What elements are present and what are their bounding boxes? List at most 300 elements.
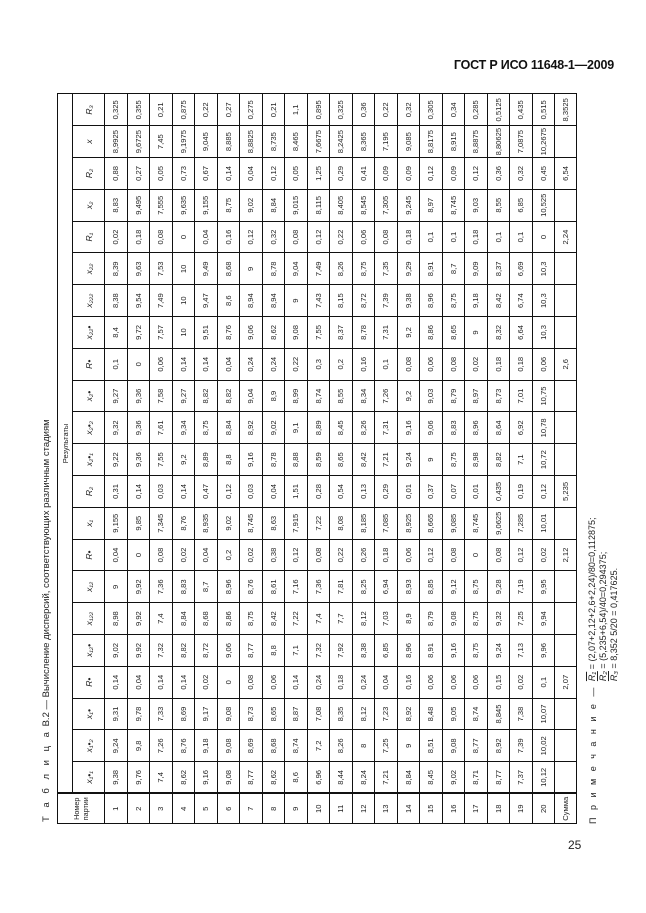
table-cell: 9,08 — [217, 730, 240, 762]
table-cell: 0,04 — [375, 666, 398, 698]
table-cell: 8,915 — [442, 126, 465, 158]
table-cell: 8,26 — [330, 730, 353, 762]
table-cell: 0,01 — [397, 476, 420, 508]
table-cell: 0,04 — [217, 348, 240, 380]
table-cell: 0,08 — [442, 348, 465, 380]
table-cell: 8,84 — [397, 762, 420, 794]
table-cell: 0,875 — [172, 94, 195, 126]
table-row — [487, 94, 510, 824]
table-cell: 8,55 — [330, 380, 353, 412]
table-cell: 8,9 — [262, 380, 285, 412]
table-cell: 0,32 — [262, 221, 285, 253]
table-cell: 6,54 — [555, 158, 577, 190]
table-cell: 6,92 — [510, 412, 533, 444]
table-cell — [555, 698, 577, 730]
table-cell: 9,22 — [105, 444, 128, 476]
table-cell: 8,74 — [307, 380, 330, 412]
table-cell: 0 — [532, 221, 555, 253]
table-cell: 9 — [240, 253, 263, 285]
table-cell: 8,84 — [217, 412, 240, 444]
table-cell: 0,14 — [127, 476, 150, 508]
table-cell: 0,285 — [465, 94, 488, 126]
table-cell: 9,18 — [195, 730, 218, 762]
table-cell: 8,97 — [465, 380, 488, 412]
table-cell: 0,06 — [397, 539, 420, 571]
table-cell: 9,54 — [127, 285, 150, 317]
table-cell: 8,32 — [487, 317, 510, 349]
table-cell: 8,845 — [487, 698, 510, 730]
table-cell: 8,89 — [195, 444, 218, 476]
table-cell: 0,27 — [217, 94, 240, 126]
row-number: 1 — [105, 794, 128, 824]
table-cell: 0,73 — [172, 158, 195, 190]
table-cell: 9,08 — [442, 730, 465, 762]
table-cell: 8,77 — [487, 762, 510, 794]
table-cell: 7,55 — [307, 317, 330, 349]
table-cell: 9,02 — [240, 189, 263, 221]
table-cell: 9,92 — [127, 603, 150, 635]
table-cell: 8,735 — [262, 126, 285, 158]
table-cell: 8,76 — [240, 571, 263, 603]
table-cell: 9,045 — [195, 126, 218, 158]
table-cell: 0,14 — [172, 476, 195, 508]
table-cell: 8,8825 — [240, 126, 263, 158]
table-cell: 0 — [217, 666, 240, 698]
table-cell: 8,99 — [285, 380, 308, 412]
table-cell: 8,75 — [217, 189, 240, 221]
table-cell: 0,34 — [442, 94, 465, 126]
table-cell: 0,04 — [195, 539, 218, 571]
table-cell: 8,545 — [352, 189, 375, 221]
table-cell: 0,06 — [262, 666, 285, 698]
column-header: x₂₂₂ — [73, 285, 105, 317]
table-cell: 7,38 — [510, 698, 533, 730]
table-cell: 0,14 — [172, 348, 195, 380]
column-header: x₂• — [73, 380, 105, 412]
table-cell: 9,72 — [127, 317, 150, 349]
table-cell: 10,75 — [532, 380, 555, 412]
table-cell: 8,745 — [442, 189, 465, 221]
table-cell: 0,02 — [532, 539, 555, 571]
table-cell: 7,1 — [285, 635, 308, 667]
table-cell: 7,33 — [150, 698, 173, 730]
table-cell: 9,28 — [487, 571, 510, 603]
table-cell: 8,92 — [487, 730, 510, 762]
column-header: R• — [73, 539, 105, 571]
table-cell — [555, 635, 577, 667]
r3-mean-symbol: R₃ — [609, 671, 619, 682]
table-cell: 8,77 — [240, 762, 263, 794]
table-cell: 8,75 — [465, 635, 488, 667]
table-cell: 0,03 — [240, 476, 263, 508]
table-cell: 9,63 — [127, 253, 150, 285]
table-row — [240, 94, 263, 824]
table-cell: 8,92 — [240, 412, 263, 444]
table-cell — [555, 412, 577, 444]
table-cell: 0,06 — [352, 221, 375, 253]
table-cell: 8,76 — [172, 507, 195, 539]
table-cell: 0,38 — [262, 539, 285, 571]
table-cell: 9,38 — [397, 285, 420, 317]
table-cell: 0,22 — [195, 94, 218, 126]
table-cell: 8,76 — [217, 317, 240, 349]
table-cell: 8,465 — [285, 126, 308, 158]
table-cell: 0,22 — [330, 539, 353, 571]
table-cell: 7,03 — [375, 603, 398, 635]
row-number: 9 — [285, 794, 308, 824]
row-number: 14 — [397, 794, 420, 824]
table-cell: 8,9925 — [105, 126, 128, 158]
table-cell: 8,86 — [217, 603, 240, 635]
table-cell: 9,085 — [442, 507, 465, 539]
table-cell: 7,2 — [307, 730, 330, 762]
table-cell: 9,085 — [397, 126, 420, 158]
table-cell: 8,77 — [240, 635, 263, 667]
table-cell: 9,8 — [127, 730, 150, 762]
table-cell: 9,08 — [217, 698, 240, 730]
table-cell: 0,36 — [487, 158, 510, 190]
table-cell: 8,75 — [442, 444, 465, 476]
row-number: 3 — [150, 794, 173, 824]
table-cell: 9,015 — [285, 189, 308, 221]
table-cell: 9,16 — [240, 444, 263, 476]
table-cell: 8,61 — [262, 571, 285, 603]
table-cell: 8,885 — [217, 126, 240, 158]
table-cell: 9,96 — [532, 635, 555, 667]
table-cell: 9,2 — [397, 380, 420, 412]
table-cell: 8,82 — [172, 635, 195, 667]
table-cell: 8,2425 — [330, 126, 353, 158]
table-cell: 0,355 — [127, 94, 150, 126]
table-cell: 8,76 — [172, 730, 195, 762]
table-cell: 8,65 — [330, 444, 353, 476]
table-cell: 0,02 — [240, 539, 263, 571]
table-cell: 0,325 — [330, 94, 353, 126]
table-cell: 0,04 — [195, 221, 218, 253]
table-cell: 0,02 — [105, 221, 128, 253]
table-cell: 2,24 — [555, 221, 577, 253]
table-cell: 8,35 — [330, 698, 353, 730]
table-row — [195, 94, 218, 824]
table-cell: 8,45 — [420, 762, 443, 794]
table-cell: 7,58 — [150, 380, 173, 412]
table-cell: 9,0625 — [487, 507, 510, 539]
table-cell: 0,16 — [352, 348, 375, 380]
table-cell: 0,14 — [217, 158, 240, 190]
table-cell: 8,96 — [465, 412, 488, 444]
table-cell: 0,26 — [352, 539, 375, 571]
row-number: 7 — [240, 794, 263, 824]
row-number: 12 — [352, 794, 375, 824]
table-cell: 0,435 — [487, 476, 510, 508]
table-cell: 9,18 — [465, 285, 488, 317]
table-cell: 9 — [397, 730, 420, 762]
table-cell: 8,745 — [240, 507, 263, 539]
table-cell: 8,96 — [420, 285, 443, 317]
table-cell: 8,92 — [397, 698, 420, 730]
column-header: x₂₂• — [73, 317, 105, 349]
table-cell: 9,2 — [172, 444, 195, 476]
table-cell: 8,83 — [105, 189, 128, 221]
table-cell: 0,09 — [397, 158, 420, 190]
table-cell: 0,1 — [375, 348, 398, 380]
r3-equation: = 8,352 5/20 = 0,417625. — [609, 567, 619, 672]
table-cell: 8,4 — [105, 317, 128, 349]
table-cell: 0,08 — [487, 539, 510, 571]
table-cell: 0,18 — [375, 539, 398, 571]
table-cell: 0,37 — [420, 476, 443, 508]
table-cell: 7,31 — [375, 412, 398, 444]
table-cell: 7,6675 — [307, 126, 330, 158]
table-cell: 9 — [420, 444, 443, 476]
table-cell: 6,94 — [375, 571, 398, 603]
table-cell: 8,38 — [352, 635, 375, 667]
column-header: x₂•₂ — [73, 412, 105, 444]
table-cell: 8,24 — [352, 762, 375, 794]
table-cell: 0,08 — [307, 539, 330, 571]
table-cell: 9,05 — [442, 698, 465, 730]
table-cell: 0,15 — [487, 666, 510, 698]
table-cell: 8,55 — [487, 189, 510, 221]
table-cell: 0,2 — [330, 348, 353, 380]
table-cell: 0,02 — [195, 666, 218, 698]
table-cell: 8,72 — [352, 285, 375, 317]
table-cell: 10,2675 — [532, 126, 555, 158]
table-cell: 8,75 — [352, 253, 375, 285]
table-cell — [555, 603, 577, 635]
table-cell: 8,84 — [262, 189, 285, 221]
table-cell: 8,68 — [262, 730, 285, 762]
table-cell: 0,1 — [105, 348, 128, 380]
row-number: 16 — [442, 794, 465, 824]
table-cell: 8,75 — [465, 603, 488, 635]
table-cell: 0,67 — [195, 158, 218, 190]
table-cell: 6,96 — [307, 762, 330, 794]
table-cell — [555, 507, 577, 539]
table-cell: 0,18 — [487, 348, 510, 380]
table-cell: 2,07 — [555, 666, 577, 698]
table-cell: 1,25 — [307, 158, 330, 190]
table-cell: 8,78 — [352, 317, 375, 349]
table-cell: 8,78 — [262, 253, 285, 285]
table-cell: 0,13 — [352, 476, 375, 508]
table-cell: 8,75 — [442, 285, 465, 317]
table-cell: 1,1 — [285, 94, 308, 126]
table-cell: 8,77 — [465, 730, 488, 762]
table-cell: 0,27 — [127, 158, 150, 190]
table-cell: 2,12 — [555, 539, 577, 571]
table-cell: 8,405 — [330, 189, 353, 221]
table-cell: 7,13 — [510, 635, 533, 667]
table-cell — [555, 730, 577, 762]
table-cell: 7,4 — [307, 603, 330, 635]
table-cell: 6,69 — [510, 253, 533, 285]
table-cell: 7,19 — [510, 571, 533, 603]
sum-row — [555, 94, 577, 824]
column-header: R₂ — [73, 158, 105, 190]
table-cell: 0,29 — [375, 476, 398, 508]
table-cell: 10,07 — [532, 698, 555, 730]
table-cell: 0,09 — [375, 158, 398, 190]
table-cell: 8,15 — [330, 285, 353, 317]
table-cell: 8,73 — [487, 380, 510, 412]
table-cell: 0,21 — [262, 94, 285, 126]
table-cell: 0,32 — [510, 158, 533, 190]
table-cell: 9,16 — [195, 762, 218, 794]
table-cell: 0,12 — [240, 221, 263, 253]
table-cell: 8,82 — [195, 380, 218, 412]
column-header: R• — [73, 666, 105, 698]
table-cell: 0,515 — [532, 94, 555, 126]
column-header: x₁•₂ — [73, 730, 105, 762]
table-row — [397, 94, 420, 824]
table-cell: 8,84 — [172, 603, 195, 635]
column-header: R₃ — [73, 94, 105, 126]
column-header-row — [73, 94, 105, 824]
table-cell: 0,07 — [442, 476, 465, 508]
table-cell: 7,61 — [150, 412, 173, 444]
table-cell: 9,95 — [532, 571, 555, 603]
table-cell: 0 — [465, 539, 488, 571]
row-number: Сумма — [555, 794, 577, 824]
table-cell: 9,08 — [285, 317, 308, 349]
table-cell: 7,36 — [307, 571, 330, 603]
table-cell: 9,32 — [105, 412, 128, 444]
table-cell: 7,39 — [510, 730, 533, 762]
table-cell: 10,78 — [532, 412, 555, 444]
table-cell: 0,06 — [420, 666, 443, 698]
table-cell: 0,14 — [105, 666, 128, 698]
table-cell — [555, 444, 577, 476]
table-cell: 9,38 — [105, 762, 128, 794]
row-number: 18 — [487, 794, 510, 824]
table-cell: 7,49 — [307, 253, 330, 285]
table-cell: 7,305 — [375, 189, 398, 221]
table-cell: 8,91 — [420, 635, 443, 667]
table-cell: 9,635 — [172, 189, 195, 221]
table-cell: 8,89 — [307, 412, 330, 444]
table-cell: 0,1 — [510, 221, 533, 253]
table-cell: 7,39 — [375, 285, 398, 317]
table-cell: 0,18 — [330, 666, 353, 698]
row-number-header: Номер партии — [58, 794, 105, 824]
table-cell: 9,06 — [420, 412, 443, 444]
column-header: x₁₂ — [73, 571, 105, 603]
table-cell: 8,665 — [420, 507, 443, 539]
column-header: x₁₂• — [73, 635, 105, 667]
table-cell: 7,26 — [150, 730, 173, 762]
table-cell: 10 — [172, 253, 195, 285]
table-cell: 0,05 — [285, 158, 308, 190]
table-cell: 6,74 — [510, 285, 533, 317]
table-cell: 8,08 — [330, 507, 353, 539]
table-cell: 8,48 — [420, 698, 443, 730]
table-cell: 7,22 — [285, 603, 308, 635]
table-cell: 0,1 — [532, 666, 555, 698]
row-number: 17 — [465, 794, 488, 824]
table-cell: 8,83 — [172, 571, 195, 603]
table-cell: 7,01 — [510, 380, 533, 412]
table-cell: 0,06 — [420, 348, 443, 380]
table-cell: 0,29 — [330, 158, 353, 190]
table-cell: 0,24 — [352, 666, 375, 698]
table-cell: 0,18 — [465, 221, 488, 253]
table-cell: 0,12 — [510, 539, 533, 571]
table-cell: 0,24 — [240, 348, 263, 380]
table-cell: 8,39 — [105, 253, 128, 285]
table-cell: 9,06 — [240, 317, 263, 349]
table-cell: 9,08 — [217, 762, 240, 794]
column-header: x₁₂₂ — [73, 603, 105, 635]
table-cell: 0,16 — [217, 221, 240, 253]
table-cell: 7,49 — [150, 285, 173, 317]
column-header: x₁• — [73, 698, 105, 730]
table-cell: 8,93 — [397, 571, 420, 603]
table-cell: 8,42 — [487, 285, 510, 317]
row-number: 20 — [532, 794, 555, 824]
table-cell: 9,08 — [442, 603, 465, 635]
table-row — [442, 94, 465, 824]
table-cell: 0 — [172, 221, 195, 253]
table-cell: 0,08 — [150, 539, 173, 571]
table-cell: 7,25 — [375, 730, 398, 762]
table-cell: 0,895 — [307, 94, 330, 126]
table-cell: 0,22 — [375, 94, 398, 126]
table-cell: 9,85 — [127, 507, 150, 539]
table-cell: 0,08 — [150, 221, 173, 253]
table-cell: 0,12 — [307, 221, 330, 253]
r2-mean-symbol: R₂ — [598, 671, 608, 682]
table-cell: 8,75 — [240, 603, 263, 635]
table-cell: 8,65 — [442, 317, 465, 349]
table-cell: 8,8875 — [465, 126, 488, 158]
note-r3 — [609, 518, 619, 682]
row-number: 8 — [262, 794, 285, 824]
table-cell: 9,27 — [172, 380, 195, 412]
table-cell: 9,92 — [127, 571, 150, 603]
table-cell: 10,02 — [532, 730, 555, 762]
table-cell: 0 — [127, 348, 150, 380]
table-cell: 0,18 — [127, 221, 150, 253]
table-cell: 0,45 — [532, 158, 555, 190]
table-cell: 9,03 — [420, 380, 443, 412]
table-cell: 7,45 — [150, 126, 173, 158]
table-cell: 8 — [352, 730, 375, 762]
table-cell: 0,12 — [465, 158, 488, 190]
table-row — [307, 94, 330, 824]
table-cell: 9,32 — [487, 603, 510, 635]
table-cell: 0,28 — [307, 476, 330, 508]
table-note — [587, 100, 619, 824]
table-cell: 8,3525 — [555, 94, 577, 126]
table-cell — [555, 380, 577, 412]
row-number: 4 — [172, 794, 195, 824]
variance-table — [57, 93, 577, 824]
column-header: x₂•₁ — [73, 444, 105, 476]
table-cell: 8,25 — [352, 571, 375, 603]
table-cell: 9,24 — [397, 444, 420, 476]
table-row — [127, 94, 150, 824]
table-cell: 8,37 — [487, 253, 510, 285]
table-cell: 0,08 — [285, 221, 308, 253]
table-cell: 0,12 — [262, 158, 285, 190]
table-cell: 0,24 — [262, 348, 285, 380]
table-cell: 0,88 — [105, 158, 128, 190]
table-cell: 6,64 — [510, 317, 533, 349]
table-cell: 0,08 — [397, 348, 420, 380]
table-cell: 0,12 — [420, 158, 443, 190]
row-number: 13 — [375, 794, 398, 824]
